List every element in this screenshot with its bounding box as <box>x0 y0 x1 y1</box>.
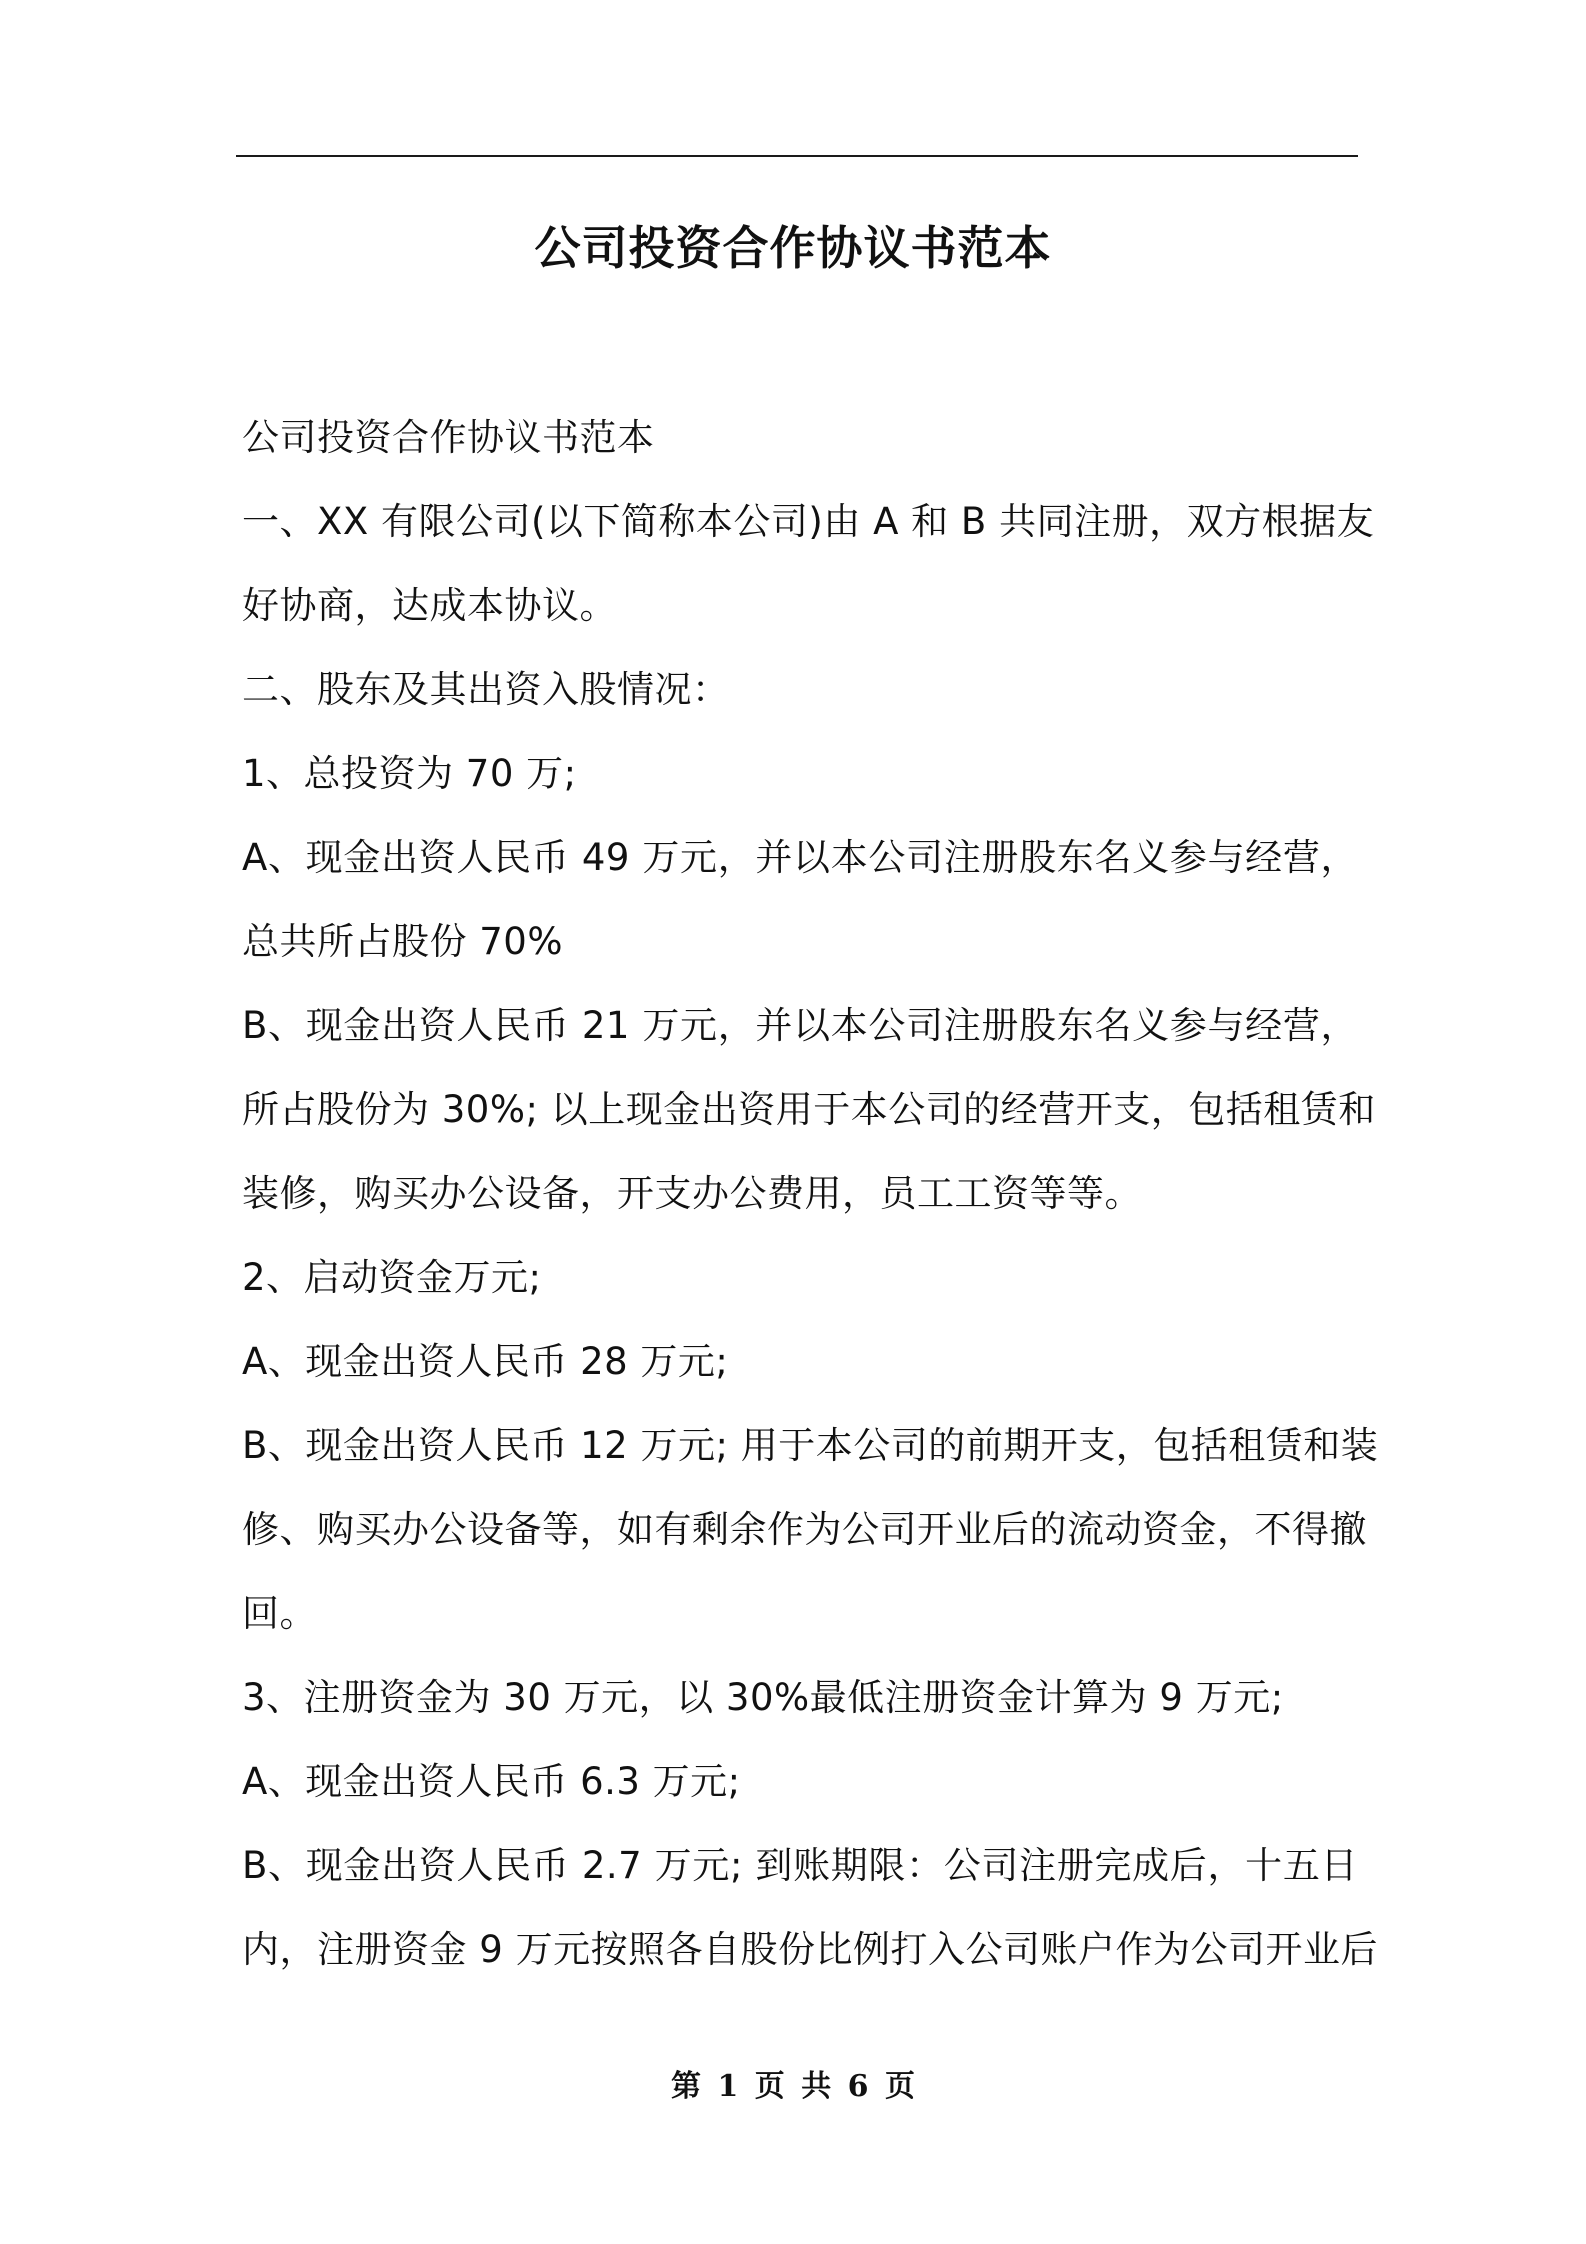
body-line: 公司投资合作协议书范本 <box>242 416 655 459</box>
body-line: 1、总投资为 70 万; <box>242 752 577 795</box>
body-line: 所占股份为 30%; 以上现金出资用于本公司的经营开支，包括租赁和 <box>242 1088 1376 1131</box>
body-line: 装修，购买办公设备，开支办公费用，员工工资等等。 <box>242 1172 1142 1215</box>
header-rule <box>236 155 1358 157</box>
body-line: B、现金出资人民币 2.7 万元; 到账期限：公司注册完成后，十五日 <box>242 1844 1358 1887</box>
body-line: 2、启动资金万元; <box>242 1256 542 1299</box>
body-line: 好协商，达成本协议。 <box>242 584 617 627</box>
body-line: 回。 <box>242 1592 317 1635</box>
body-line: 一、XX 有限公司(以下简称本公司)由 A 和 B 共同注册，双方根据友 <box>242 500 1375 543</box>
body-line: A、现金出资人民币 6.3 万元; <box>242 1760 741 1803</box>
body-line: 总共所占股份 70% <box>242 920 563 963</box>
body-line: B、现金出资人民币 21 万元，并以本公司注册股东名义参与经营， <box>242 1004 1358 1047</box>
body-line: 3、注册资金为 30 万元，以 30%最低注册资金计算为 9 万元; <box>242 1676 1284 1719</box>
body-line: 修、购买办公设备等，如有剩余作为公司开业后的流动资金，不得撤 <box>242 1508 1367 1551</box>
document-body <box>242 396 1379 1992</box>
body-line: 二、股东及其出资入股情况： <box>242 668 730 711</box>
body-line: B、现金出资人民币 12 万元; 用于本公司的前期开支，包括租赁和装 <box>242 1424 1379 1467</box>
body-line: A、现金出资人民币 28 万元; <box>242 1340 729 1383</box>
body-line: 内，注册资金 9 万元按照各自股份比例打入公司账户作为公司开业后 <box>242 1928 1379 1971</box>
page-number-footer: 第 1 页 共 6 页 <box>671 2069 915 2104</box>
document-title: 公司投资合作协议书范本 <box>534 221 1052 275</box>
body-line: A、现金出资人民币 49 万元，并以本公司注册股东名义参与经营， <box>242 836 1358 879</box>
